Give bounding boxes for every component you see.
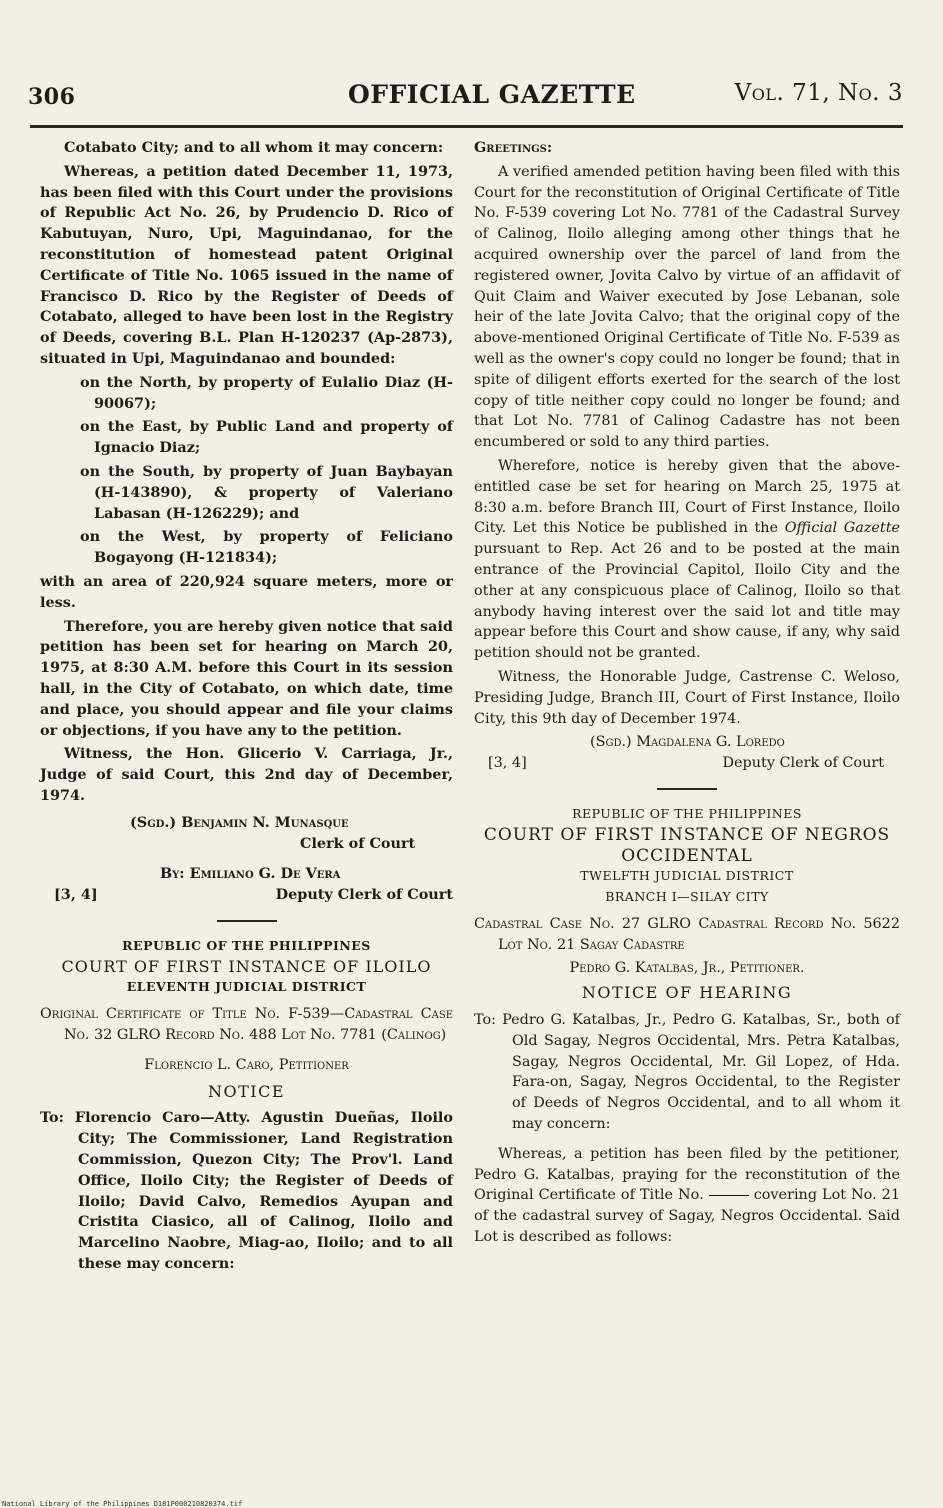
signature-clerk: (Sgd.) Benjamin N. Munasque [130, 813, 349, 831]
page-header [28, 78, 903, 118]
header-rule [30, 125, 903, 128]
case-caption-right: Cadastral Case No. 27 GLRO Cadastral Record No. 5622 Lot No. 21 Sagay Cadastre [474, 915, 900, 953]
scan-footer: National Library of the Philippines D181P000210820374.tif [2, 1500, 243, 1508]
petitioner-line: Florencio L. Caro, Petitioner [144, 1056, 349, 1073]
issue-number-right: [3, 4] [488, 755, 527, 772]
court-heading: COURT OF FIRST INSTANCE OF ILOILO [61, 956, 432, 976]
petition-paragraph: A verified amended petition having been filed with this Court for the reconstitution of Original Certificate of Title No. F-539 covering Lot No. 7781 of the Cadastral Survey of Calinog, Iloilo alleging among other things that he acquired ownership over the parcel of land from the registered owner, Jovita Calvo by virtue of an affidavit of Quit Claim and Waiver executed by Jose Lebanan, sole heir of the late Jovita Calvo; that the original copy of the above-mentioned Original Certificate of Title No. F-539 as well as the owner's copy could no longer be found; that in spite of diligent efforts exerted for the search of the lost copy of title neither copy could no longer be found; and that Lot No. 7781 of Calinog Cadastre has not been encumbered or sold to any third parties. [474, 163, 900, 451]
district-heading: ELEVENTH JUDICIAL DISTRICT [126, 979, 367, 995]
signature-loredo-title: Deputy Clerk of Court [722, 755, 884, 772]
republic-heading: REPUBLIC OF THE PHILIPPINES [122, 937, 371, 953]
notice-addressees: To: Florencio Caro—Atty. Agustin Dueñas, Iloilo City; The Commissioner, Land Registration Commission, Quezon City; The Prov'l. Land Office, Iloilo City; the Register of Deeds of Iloilo; David Calvo, Remedios Ayupan and Cristita Ciasico, all of Calinog, Iloilo and Marcelino Naobre, Miag-ao, Iloilo; and to all these may concern: [40, 1109, 453, 1273]
republic-heading-right: REPUBLIC OF THE PHILIPPINES [572, 805, 802, 821]
bound-east: on the East, by Public Land and property of Ignacio Diaz; [80, 418, 453, 457]
signature-deputy: By: Emiliano G. De Vera [160, 865, 341, 883]
issue-number: [3, 4] [54, 886, 98, 904]
gazette-italic: Official Gazette [784, 520, 900, 537]
separator-right [657, 788, 717, 790]
notice-of-hearing-title: NOTICE OF HEARING [581, 983, 793, 1003]
right-column [474, 138, 900, 1251]
publication-title: OFFICIAL GAZETTE [348, 80, 636, 109]
intro-text: Cotabato City; and to all whom it may concern: [64, 139, 444, 156]
whereas-paragraph-right: Whereas, a petition has been filed by the petitioner, Pedro G. Katalbas, praying for the reconstitution of the Original Certificate of Title No. covering Lot No. 21 of the cadastral survey of Sagay, Negros Occidental. Said Lot is described as follows: [474, 1145, 900, 1246]
signature-loredo: (Sgd.) Magdalena G. Loredo [590, 734, 785, 751]
court-heading-right: COURT OF FIRST INSTANCE OF NEGROS OCCIDENTAL [483, 824, 891, 866]
bound-north: on the North, by property of Eulalio Diaz (H-90067); [80, 373, 453, 412]
page-number: 306 [28, 84, 76, 110]
bound-south: on the South, by property of Juan Baybayan (H-143890), & property of Valeriano Labasan (H-126229); and [80, 462, 453, 522]
case-caption: Original Certificate of Title No. F-539—Cadastral Case No. 32 GLRO Record No. 488 Lot No. 7781 (Calinog) [40, 1006, 453, 1044]
bound-west: on the West, by property of Feliciano Bogayong (H-121834); [80, 528, 453, 567]
branch-heading: BRANCH I—SILAY CITY [605, 889, 769, 905]
volume-number: Vol. 71, No. 3 [734, 80, 903, 106]
witness-paragraph: Witness, the Hon. Glicerio V. Carriaga, Jr., Judge of said Court, this 2nd day of December, 1974. [40, 745, 453, 804]
signature-clerk-title: Clerk of Court [300, 834, 416, 852]
separator [217, 920, 277, 922]
notice-addressees-right: To: Pedro G. Katalbas, Jr., Pedro G. Katalbas, Sr., both of Old Sagay, Negros Occidental, Mrs. Petra Katalbas, Sagay, Negros Occidental, Mr. Gil Lopez, of Hda. Fara-on, Sagay, Negros Occidental, to the Register of Deeds of Negros Occidental, and to all whom it may concern: [474, 1012, 900, 1133]
district-heading-right: TWELFTH JUDICIAL DISTRICT [580, 868, 794, 884]
whereas-paragraph: Whereas, a petition dated December 11, 1973, has been filed with this Court under the provisions of Republic Act No. 26, by Prudencio D. Rico of Kabutuyan, Nuro, Upi, Maguindanao, for the reconstitution of homestead patent Original Certificate of Title No. 1065 issued in the name of Francisco D. Rico by the Register of Deeds of Cotabato, alleged to have been lost in the Registry of Deeds, covering B.L. Plan H-120237 (Ap-2873), situated in Upi, Maguindanao and bounded: [40, 162, 453, 367]
petitioner-line-right: Pedro G. Katalbas, Jr., Petitioner. [569, 960, 805, 977]
wherefore-paragraph: Wherefore, notice is hereby given that the above-entitled case be set for hearing on March 25, 1975 at 8:30 a.m. before Branch III, Court of First Instance, Iloilo City. Let this Notice be published in the Official Gazette pursuant to Rep. Act 26 and to be posted at the main entrance of the Provincial Capitol, Iloilo City and the other at any conspicuous place of Calinog, Iloilo so that anybody having interest over the said lot and title may appear before this Court and show cause, if any, why said petition should not be granted. [474, 457, 900, 662]
left-column [40, 138, 453, 1278]
notice-title: NOTICE [207, 1081, 286, 1101]
area-text: with an area of 220,924 square meters, more or less. [40, 572, 453, 611]
greetings-heading: Greetings: [474, 139, 553, 156]
therefore-paragraph: Therefore, you are hereby given notice that said petition has been set for hearing on March 20, 1975, at 8:30 A.M. before this Court in its session hall, in the City of Cotabato, on which date, time and place, you should appear and file your claims or objections, if you have any to the petition. [40, 617, 453, 739]
signature-deputy-title: Deputy Clerk of Court [275, 886, 453, 904]
witness-paragraph-right: Witness, the Honorable Judge, Castrense C. Weloso, Presiding Judge, Branch III, Court of First Instance, Iloilo City, this 9th day of December 1974. [474, 668, 900, 727]
